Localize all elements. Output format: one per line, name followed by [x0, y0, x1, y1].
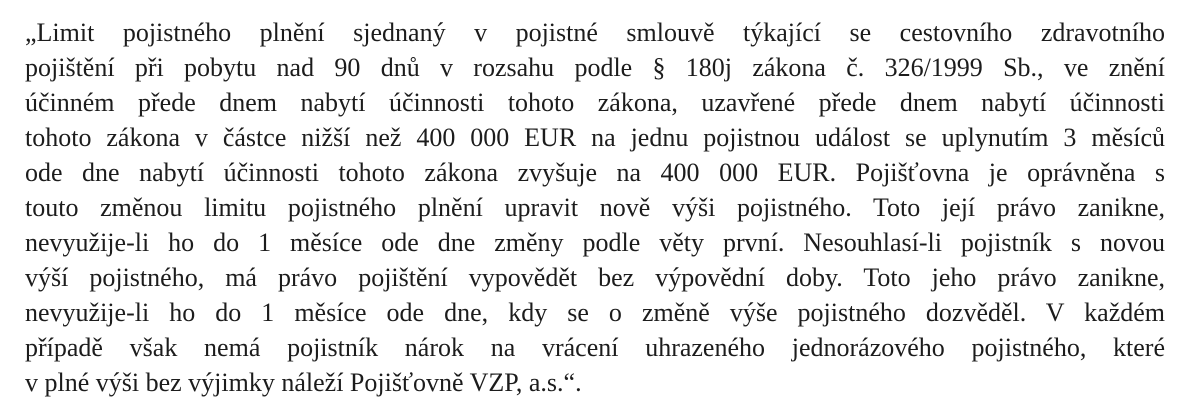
text-line-3: účinném přede dnem nabytí účinnosti tohoto zákona, uzavřené přede dnem nabytí účinnosti — [25, 88, 1165, 117]
text-line-5: ode dne nabytí účinnosti tohoto zákona zvyšuje na 400 000 EUR. Pojišťovna je oprávněna s — [25, 158, 1165, 187]
text-line-9: nevyužije-li ho do 1 měsíce ode dne, kdy se o změně výše pojistného dozvěděl. V každém — [25, 298, 1165, 327]
legal-paragraph — [25, 15, 1165, 400]
text-line-2: pojištění při pobytu nad 90 dnů v rozsahu podle § 180j zákona č. 326/1999 Sb., ve znění — [25, 53, 1165, 82]
text-line-10: případě však nemá pojistník nárok na vrácení uhrazeného jednorázového pojistného, které — [25, 333, 1165, 362]
text-line-11: v plné výši bez výjimky náleží Pojišťovně VZP, a.s.“. — [25, 368, 582, 397]
text-line-4: tohoto zákona v částce nižší než 400 000 EUR na jednu pojistnou událost se uplynutím 3 měsíců — [25, 123, 1165, 152]
text-line-6: touto změnou limitu pojistného plnění upravit nově výši pojistného. Toto její právo zanikne, — [25, 193, 1165, 222]
text-line-8: výší pojistného, má právo pojištění vypovědět bez výpovědní doby. Toto jeho právo zanikne, — [25, 263, 1165, 292]
text-line-1: „Limit pojistného plnění sjednaný v pojistné smlouvě týkající se cestovního zdravotního — [25, 18, 1165, 47]
text-line-7: nevyužije-li ho do 1 měsíce ode dne změny podle věty první. Nesouhlasí-li pojistník s novou — [25, 228, 1165, 257]
